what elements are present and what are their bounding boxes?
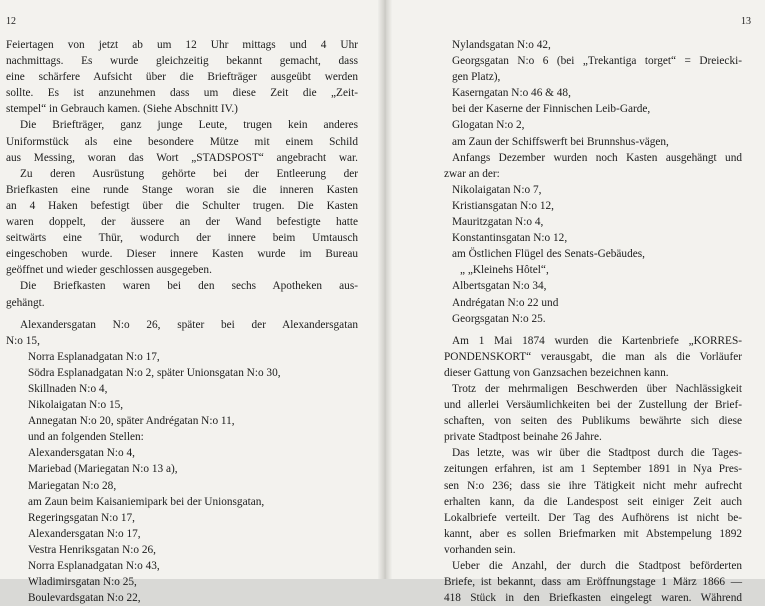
text-line: kannt, aber es sollen Briefmarken mit Abstempelung 1892: [444, 527, 742, 540]
text-line: seitwärts eine Thür, wodurch der innere beim Umtausch: [6, 232, 358, 245]
text-line: Boulevardsgatan N:o 22,: [28, 592, 141, 605]
text-line: PONDENSKORT“ verausgabt, die man als die Vorläufer: [444, 350, 742, 363]
text-line: schaften, von seiten des Publikums bewährte sich diese: [444, 415, 742, 428]
text-line: zeitungen erfahren, ist am 1 September 1891 in Nya Pres-: [444, 463, 742, 476]
text-line: gen Platz),: [452, 71, 501, 84]
text-line: Briefe, ist bekannt, dass am Eröffnungstage 1 März 1866 —: [444, 576, 742, 589]
text-line: und allerlei Versäumlichkeiten bei der Zustellung der Brief-: [444, 399, 742, 412]
left-page: [0, 0, 378, 605]
book-gutter: [378, 0, 392, 579]
text-line: Mauritzgatan N:o 4,: [452, 216, 544, 229]
text-line: stempel“ in Gebrauch kamen. (Siehe Abschnitt IV.): [6, 103, 238, 116]
text-line: am Zaun der Schiffswerft bei Brunnshus-vägen,: [452, 135, 669, 148]
text-line: Die Briefträger, ganz junge Leute, trugen kein anderes: [20, 119, 358, 132]
text-line: bei der Kaserne der Finnischen Leib-Garde,: [452, 103, 651, 116]
text-line: geöffnet und wieder geschlossen ausgegeben.: [6, 264, 212, 277]
text-line: Am 1 Mai 1874 wurden die Kartenbriefe „KORRES-: [452, 334, 742, 347]
text-line: Regeringsgatan N:o 17,: [28, 511, 135, 524]
text-line: Alexandersgatan N:o 4,: [28, 447, 135, 460]
text-line: Alexandersgatan N:o 17,: [28, 527, 141, 540]
text-line: Annegatan N:o 20, später Andrégatan N:o 11,: [28, 415, 235, 428]
text-line: Wladimirsgatan N:o 25,: [28, 576, 137, 589]
text-line: zwar an der:: [444, 167, 500, 180]
text-line: Ueber die Anzahl, der durch die Stadtpost beförderten: [452, 560, 742, 572]
text-line: Nikolaigatan N:o 7,: [452, 183, 542, 196]
text-line: private Stadtpost beinahe 26 Jahre.: [444, 431, 602, 444]
text-line: Das letzte, was wir über die Stadtpost durch die Tages-: [452, 447, 742, 460]
page-number: 13: [741, 16, 751, 27]
text-line: dieser Gattung von Ganzsachen bezeichnen kann.: [444, 366, 669, 379]
text-line: und an folgenden Stellen:: [28, 431, 144, 444]
text-line: erhalten kann, da die Landespost seit einiger Zeit auch: [444, 495, 742, 508]
text-line: Georgsgatan N:o 25.: [452, 312, 546, 325]
text-line: vorhanden sein.: [444, 543, 516, 556]
text-line: Kaserngatan N:o 46 & 48,: [452, 87, 571, 100]
text-line: sollte. Es ist anzunehmen dass um diese Zeit die „Zeit-: [6, 87, 358, 100]
text-line: am Zaun beim Kaisaniemipark bei der Unionsgatan,: [28, 495, 265, 508]
text-line: waren doppelt, der äussere an der Wand befestigte hatte: [6, 216, 358, 229]
text-line: N:o 15,: [6, 334, 40, 347]
page-text: [6, 37, 358, 606]
text-line: Norra Esplanadgatan N:o 17,: [28, 350, 160, 363]
text-line: 418 Stück in den Briefkasten eingelegt waren. Während: [444, 592, 742, 605]
text-line: Kristiansgatan N:o 12,: [452, 199, 554, 212]
text-line: sen N:o 236; dass sie ihre Tätigkeit nicht mehr aufrecht: [444, 479, 742, 492]
text-line: eine schärfere Aufsicht über die Briefträger ausgeübt werden: [6, 71, 358, 84]
text-line: Trotz der mehrmaligen Beschwerden über Nachlässigkeit: [452, 382, 742, 395]
text-line: Anfangs Dezember wurden noch Kasten ausgehängt und: [452, 151, 742, 164]
text-line: Nylandsgatan N:o 42,: [452, 39, 551, 51]
text-line: Albertsgatan N:o 34,: [452, 280, 547, 293]
text-line: Lokalbriefe verteilt. Der Tag des Aufhörens ist nicht be-: [444, 511, 742, 524]
page-text: [444, 37, 742, 606]
text-line: Nikolaigatan N:o 15,: [28, 399, 124, 412]
text-line: Norra Esplanadgatan N:o 43,: [28, 560, 160, 572]
page-number: 12: [6, 16, 16, 27]
text-line: Mariebad (Mariegatan N:o 13 a),: [28, 463, 178, 476]
text-line: an 4 Haken befestigt über die Schulter trugen. Die Kasten: [6, 199, 358, 212]
right-page: [392, 0, 765, 605]
text-line: „ „Kleinehs Hôtel“,: [460, 264, 549, 277]
text-line: Mariegatan N:o 28,: [28, 479, 117, 492]
text-line: aus Messing, woran das Wort „STADSPOST“ angebracht war.: [6, 151, 358, 164]
text-line: Glogatan N:o 2,: [452, 119, 525, 132]
text-line: Konstantinsgatan N:o 12,: [452, 232, 568, 245]
text-line: eingeschoben wurde. Dieser innere Kasten wurde im Bureau: [6, 248, 358, 261]
text-line: Georgsgatan N:o 6 (bei „Trekantiga torget“ = Dreiecki-: [452, 55, 742, 68]
text-line: Zu deren Ausrüstung gehörte bei der Entleerung der: [20, 167, 358, 180]
text-line: Skillnaden N:o 4,: [28, 382, 108, 395]
text-line: Die Briefkasten waren bei den sechs Apotheken aus-: [20, 280, 358, 293]
text-line: Vestra Henriksgatan N:o 26,: [28, 543, 156, 556]
text-line: Feiertagen von jetzt ab um 12 Uhr mittags und 4 Uhr: [6, 39, 358, 51]
text-line: am Östlichen Flügel des Senats-Gebäudes,: [452, 248, 645, 261]
text-line: Alexandersgatan N:o 26, später bei der Alexandersgatan: [20, 318, 358, 331]
text-line: Briefkasten eine runde Stange woran sie die inneren Kasten: [6, 183, 358, 196]
text-line: nachmittags. Es wurde gleichzeitig bekannt gemacht, dass: [6, 55, 358, 68]
text-line: Uniformstück als eine besondere Mütze mit einem Schild: [6, 135, 358, 148]
text-line: Södra Esplanadgatan N:o 2, später Unionsgatan N:o 30,: [28, 366, 281, 379]
text-line: Andrégatan N:o 22 und: [452, 296, 559, 309]
text-line: gehängt.: [6, 296, 45, 309]
